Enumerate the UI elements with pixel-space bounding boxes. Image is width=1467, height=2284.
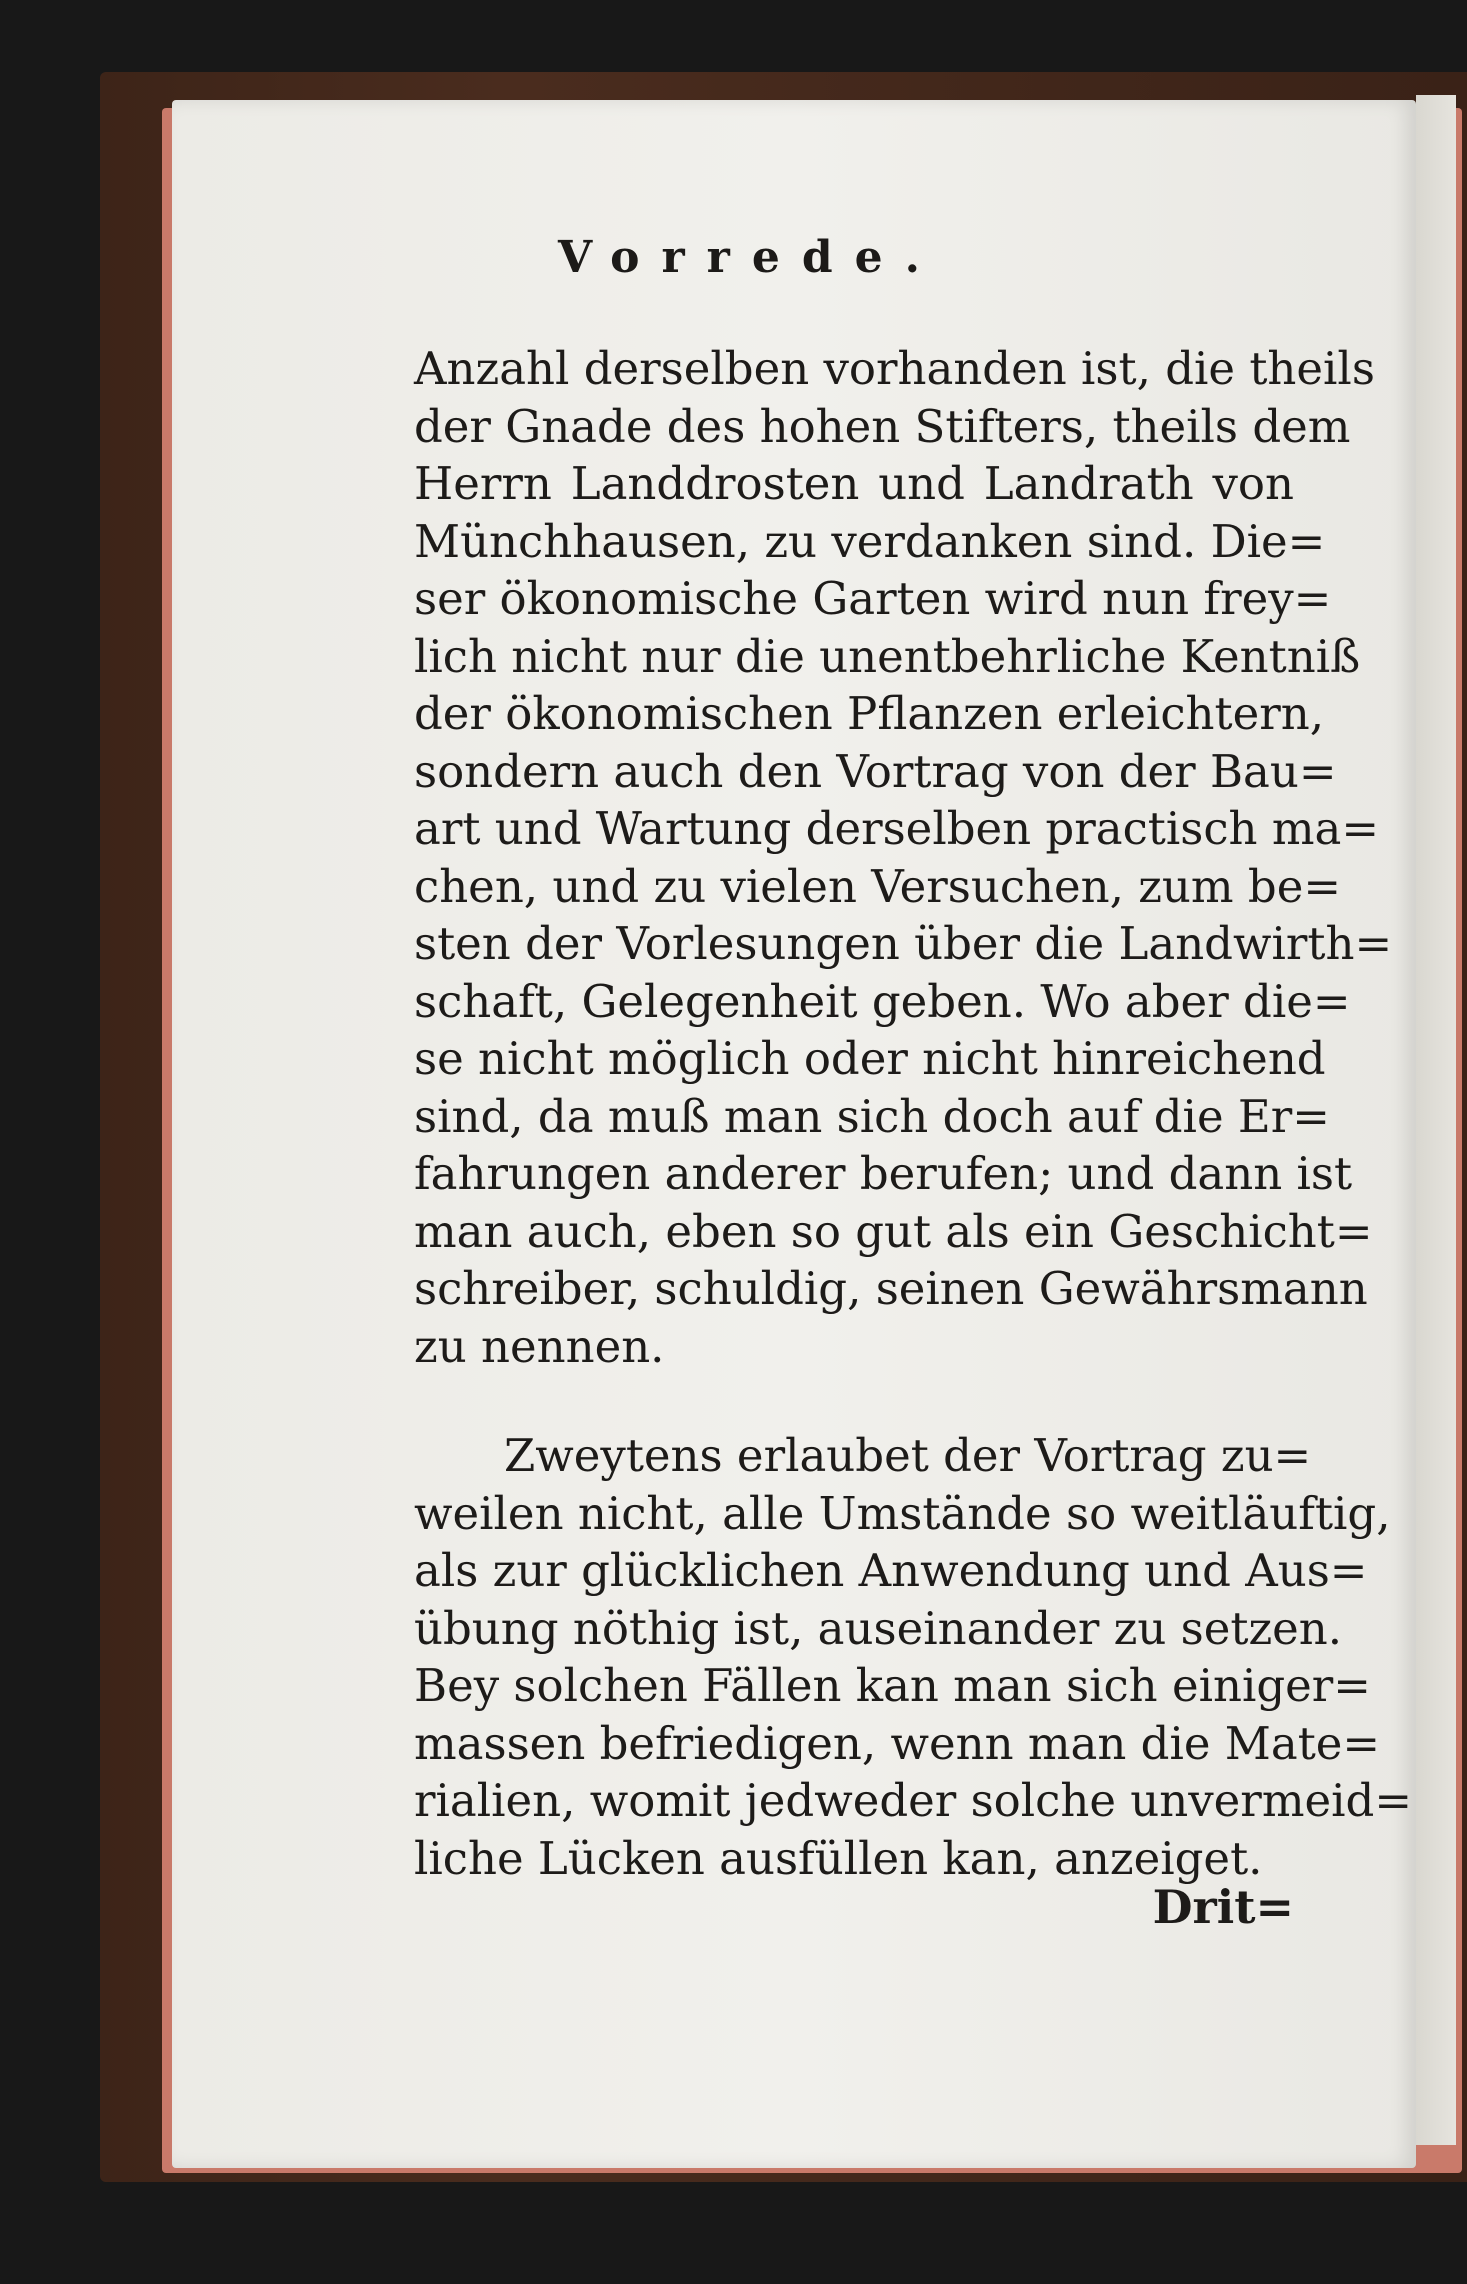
text-line: zu nennen. — [414, 1319, 665, 1373]
text-line: weilen nicht, alle Umstände so weitläuftig, — [414, 1486, 1391, 1540]
text-line: Bey solchen Fällen kan man sich einiger= — [414, 1659, 1371, 1712]
page-text — [414, 340, 1413, 1887]
text-line: übung nöthig ist, auseinander zu setzen. — [414, 1601, 1343, 1655]
text-line: rialien, womit jedweder solche unvermeid= — [414, 1774, 1413, 1827]
text-line: schaft, Gelegenheit geben. Wo aber die= — [414, 974, 1351, 1028]
text-line: art und Wartung derselben practisch ma= — [414, 802, 1380, 855]
text-line: der Gnade des hohen Stifters, theils dem — [414, 399, 1351, 453]
text-line: fahrungen anderer berufen; und dann ist — [414, 1147, 1353, 1200]
text-line: der ökonomischen Pflanzen erleichtern, — [414, 687, 1325, 740]
text-line: sondern auch den Vortrag von der Bau= — [414, 744, 1337, 798]
text-line: liche Lücken ausfüllen kan, anzeiget. — [414, 1831, 1263, 1885]
paragraph-gap — [414, 1375, 1294, 1427]
text-line: sind, da muß man sich doch auf die Er= — [414, 1089, 1330, 1143]
text-line: sten der Vorlesungen über die Landwirth= — [414, 917, 1393, 970]
text-line: Anzahl derselben vorhanden ist, die theils — [414, 342, 1375, 395]
text-line: massen befriedigen, wenn man die Mate= — [414, 1716, 1381, 1770]
text-line: chen, und zu vielen Versuchen, zum be= — [414, 859, 1342, 913]
text-line: Münchhausen, zu verdanken sind. Die= — [414, 514, 1326, 568]
text-line: Herrn Landdrosten und Landrath von — [414, 457, 1294, 510]
text-line: man auch, eben so gut als ein Geschicht= — [414, 1204, 1373, 1258]
running-head: Vorrede. — [558, 232, 942, 283]
text-line: als zur glücklichen Anwendung und Aus= — [414, 1544, 1368, 1597]
text-line: lich nicht nur die unentbehrliche Kentniß — [414, 629, 1361, 683]
text-line: Zweytens erlaubet der Vortrag zu= — [504, 1429, 1312, 1482]
facing-page-edge — [1416, 95, 1456, 2145]
catchword: Drit= — [1152, 1880, 1294, 1934]
text-line: schreiber, schuldig, seinen Gewährsmann — [414, 1262, 1368, 1315]
text-line: se nicht möglich oder nicht hinreichend — [414, 1032, 1326, 1085]
text-line: ser ökonomische Garten wird nun frey= — [414, 572, 1332, 625]
